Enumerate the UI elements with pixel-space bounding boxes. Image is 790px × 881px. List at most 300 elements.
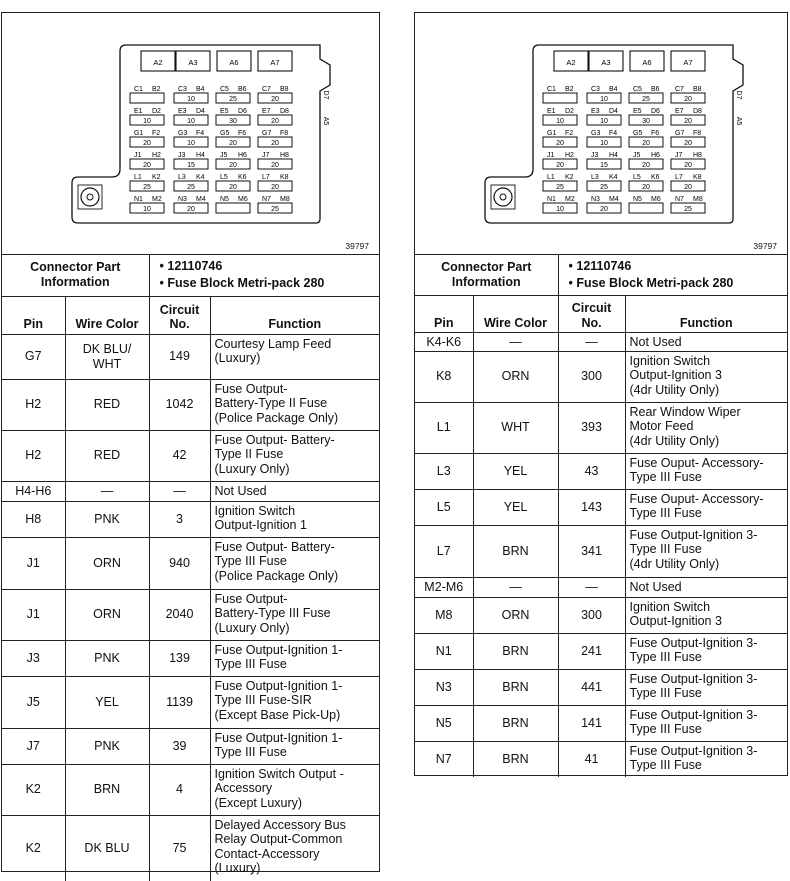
table-row <box>2 334 379 379</box>
fuse-rating: 10 <box>556 118 564 125</box>
fuse-rating: 20 <box>143 140 151 147</box>
pin-cell: J1 <box>2 537 65 589</box>
table-row <box>415 351 787 402</box>
pin-letter: C5 <box>220 86 229 93</box>
pin-letter: B4 <box>196 86 205 93</box>
pin-letter: L7 <box>675 174 683 181</box>
wire-color-cell: PNK <box>65 501 149 537</box>
pin-letter: K2 <box>565 174 574 181</box>
pin-cell: H2 <box>2 430 65 481</box>
relay-label: A3 <box>188 58 198 67</box>
function-cell: Fuse Output- Battery- Type III Fuse (Police Package Only) <box>210 537 379 589</box>
pin-letter: C5 <box>633 86 642 93</box>
pin-letter: M6 <box>238 196 248 203</box>
pin-letter: H6 <box>651 152 660 159</box>
pin-letter: H4 <box>609 152 618 159</box>
pin-letter: L5 <box>220 174 228 181</box>
wire-color-cell: BRN <box>473 705 558 741</box>
fuse-rating: 10 <box>143 118 151 125</box>
table-row <box>2 640 379 676</box>
wire-color-cell: BRN <box>473 633 558 669</box>
pin-letter: N5 <box>220 196 229 203</box>
pin-letter: L7 <box>262 174 270 181</box>
fuse-block-diagram <box>2 13 379 255</box>
circuit-cell: 300 <box>558 351 625 402</box>
fuse-cavity <box>629 203 663 213</box>
pin-letter: K8 <box>693 174 702 181</box>
pin-letter: F4 <box>196 130 205 137</box>
pin-letter: F2 <box>565 130 574 137</box>
wire-color-cell: — <box>473 577 558 597</box>
pin-letter: H2 <box>152 152 161 159</box>
table-row <box>415 453 787 489</box>
pin-letter: C3 <box>591 86 600 93</box>
header-row-right <box>415 296 787 333</box>
fuse-rating: 15 <box>600 162 608 169</box>
fuse-rating: 20 <box>642 140 650 147</box>
table-row <box>2 537 379 589</box>
fuse-rating: 20 <box>684 140 692 147</box>
table-row <box>415 489 787 525</box>
fuse-block-drawing-right <box>415 13 787 253</box>
circuit-cell: 441 <box>558 669 625 705</box>
relay-label: A3 <box>601 58 611 67</box>
fuse-rating: 25 <box>271 206 279 213</box>
pin-letter: N1 <box>134 196 143 203</box>
pin-letter: N7 <box>262 196 271 203</box>
pin-letter: L3 <box>591 174 599 181</box>
pin-cell: L1 <box>415 402 473 453</box>
relay-label: A7 <box>683 58 693 67</box>
circuit-cell: 39 <box>149 728 210 764</box>
fuse-rating: 20 <box>271 118 279 125</box>
pin-letter: H8 <box>280 152 289 159</box>
part-name-right: Fuse Block Metri-pack 280 <box>576 276 734 290</box>
fuse-rating: 20 <box>229 162 237 169</box>
pin-letter: G7 <box>675 130 685 137</box>
circuit-cell: 149 <box>149 334 210 379</box>
pin-letter: M4 <box>196 196 206 203</box>
pin-letter: J5 <box>633 152 641 159</box>
fuse-cavity <box>543 93 577 103</box>
mount-screw-icon <box>81 188 99 206</box>
wire-color-cell: DK BLU <box>65 815 149 881</box>
wire-color-cell: YEL <box>473 453 558 489</box>
screw-boss <box>491 185 515 209</box>
pin-letter: B6 <box>238 86 247 93</box>
header-pin-right: Pin <box>415 296 473 333</box>
header-wire-color: Wire Color <box>65 296 149 334</box>
wire-color-cell: YEL <box>473 489 558 525</box>
figure-number: 39797 <box>345 241 369 251</box>
side-label: D7 <box>322 90 329 100</box>
pin-letter: D2 <box>152 108 161 115</box>
circuit-cell: 3 <box>149 501 210 537</box>
fuse-rating: 20 <box>271 162 279 169</box>
function-cell: Fuse Output- Battery-Type III Fuse (Luxury Only) <box>210 589 379 640</box>
table-row <box>2 764 379 815</box>
pinout-table-left <box>2 255 379 881</box>
pin-letter: F6 <box>651 130 660 137</box>
function-cell: Fuse Output-Ignition 3- Type III Fuse (4dr Utility Only) <box>625 525 787 577</box>
fuse-block-drawing <box>2 13 378 253</box>
pin-letter: J7 <box>262 152 270 159</box>
pin-letter: N1 <box>547 196 556 203</box>
pin-letter: N3 <box>178 196 187 203</box>
mount-screw-icon <box>494 188 512 206</box>
pin-letter: K4 <box>196 174 205 181</box>
table-row <box>415 402 787 453</box>
circuit-cell: 143 <box>558 489 625 525</box>
function-cell: Fuse Ouput- Accessory- Type III Fuse <box>625 453 787 489</box>
wire-color-cell: — <box>473 333 558 352</box>
header-function: Function <box>210 296 379 334</box>
fuse-rating: 25 <box>143 184 151 191</box>
function-cell: Not Used <box>625 577 787 597</box>
pin-letter: F6 <box>238 130 247 137</box>
table-row <box>2 379 379 430</box>
fuse-rating: 20 <box>143 162 151 169</box>
wire-color-cell: BRN <box>473 525 558 577</box>
pin-letter: G5 <box>220 130 230 137</box>
wire-color-cell: ORN <box>65 589 149 640</box>
pin-cell: L5 <box>415 489 473 525</box>
pin-letter: B6 <box>651 86 660 93</box>
pin-cell: J5 <box>2 676 65 728</box>
pin-letter: B2 <box>565 86 574 93</box>
circuit-cell: 4 <box>149 764 210 815</box>
pin-cell: K2 <box>2 764 65 815</box>
pin-cell: N3 <box>415 669 473 705</box>
wire-color-cell: PNK <box>65 728 149 764</box>
pin-letter: J1 <box>547 152 555 159</box>
function-cell: Fuse Output-Ignition 1- Type III Fuse <box>210 640 379 676</box>
pin-letter: B8 <box>280 86 289 93</box>
table-row <box>415 705 787 741</box>
pin-letter: D4 <box>609 108 618 115</box>
pin-cell: K4-K6 <box>415 333 473 352</box>
pin-cell: N1 <box>415 633 473 669</box>
circuit-cell: 1042 <box>149 379 210 430</box>
pin-letter: H8 <box>693 152 702 159</box>
function-cell: Fuse Output-Ignition 3- Type III Fuse <box>625 741 787 777</box>
fuse-rating: 20 <box>684 162 692 169</box>
side-label: D7 <box>735 90 742 100</box>
circuit-cell: — <box>558 333 625 352</box>
circuit-cell: 41 <box>558 741 625 777</box>
fuse-rating: 10 <box>187 118 195 125</box>
table-row <box>2 589 379 640</box>
pin-letter: K4 <box>609 174 618 181</box>
fuse-rating: 20 <box>684 118 692 125</box>
fuse-rating: 20 <box>642 184 650 191</box>
circuit-cell: — <box>558 577 625 597</box>
fuse-rating: 10 <box>556 206 564 213</box>
pinout-table-right <box>415 255 787 777</box>
pin-letter: K2 <box>152 174 161 181</box>
fuse-rating: 20 <box>187 206 195 213</box>
pin-letter: G1 <box>134 130 144 137</box>
pin-cell: K2 <box>2 815 65 881</box>
connector-info-label-right: Connector Part Information <box>415 255 558 296</box>
pin-cell: N7 <box>415 741 473 777</box>
table-row <box>415 741 787 777</box>
function-cell: Fuse Output-Ignition 3- Type III Fuse <box>625 705 787 741</box>
function-cell: Ignition Switch Output-Ignition 3 (4dr Utility Only) <box>625 351 787 402</box>
wire-color-cell: RED <box>65 379 149 430</box>
relay-label: A6 <box>229 58 239 67</box>
pin-letter: M8 <box>280 196 290 203</box>
function-cell: Fuse Output- Battery- Type II Fuse (Luxury Only) <box>210 430 379 481</box>
table-row <box>2 676 379 728</box>
function-cell: Rear Window Wiper Motor Feed (4dr Utility Only) <box>625 402 787 453</box>
connector-info-label: Connector Part Information <box>2 255 149 296</box>
fuse-rating: 10 <box>187 96 195 103</box>
table-row <box>2 481 379 501</box>
pin-letter: J3 <box>591 152 599 159</box>
circuit-cell: 42 <box>149 430 210 481</box>
circuit-cell: 300 <box>558 597 625 633</box>
pin-letter: G1 <box>547 130 557 137</box>
pin-letter: D6 <box>238 108 247 115</box>
part-name: Fuse Block Metri-pack 280 <box>167 276 325 291</box>
side-label: A5 <box>735 116 742 126</box>
pin-letter: M2 <box>565 196 575 203</box>
pin-letter: F8 <box>693 130 702 137</box>
fuse-rating: 10 <box>600 96 608 103</box>
pin-letter: B4 <box>609 86 618 93</box>
fuse-cavity <box>216 203 250 213</box>
connector-info-parts: • 12110746 • Fuse Block Metri-pack 280 <box>149 255 379 296</box>
table-row <box>415 525 787 577</box>
fuse-rating: 25 <box>600 184 608 191</box>
function-cell: Fuse Output-Ignition 1- Type III Fuse-SIR (Except Base Pick-Up) <box>210 676 379 728</box>
circuit-cell: 1139 <box>149 676 210 728</box>
pin-letter: E1 <box>134 108 143 115</box>
fuse-rating: 10 <box>600 140 608 147</box>
fuse-rating: 20 <box>642 162 650 169</box>
pin-letter: N5 <box>633 196 642 203</box>
circuit-cell: 393 <box>558 402 625 453</box>
pin-cell: L7 <box>415 525 473 577</box>
wire-color-cell: DK BLU/ WHT <box>65 334 149 379</box>
relay-label: A2 <box>153 58 163 67</box>
fuse-rating: 20 <box>556 162 564 169</box>
pin-letter: G3 <box>178 130 188 137</box>
header-pin: Pin <box>2 296 65 334</box>
relay-label: A2 <box>566 58 576 67</box>
pin-letter: C7 <box>262 86 271 93</box>
table-row <box>415 577 787 597</box>
pin-letter: D2 <box>565 108 574 115</box>
circuit-cell: 141 <box>558 705 625 741</box>
fuse-rating: 20 <box>556 140 564 147</box>
pin-letter: C7 <box>675 86 684 93</box>
fuse-rating: 20 <box>271 96 279 103</box>
pin-letter: J7 <box>675 152 683 159</box>
wire-color-cell: WHT <box>473 402 558 453</box>
fuse-block-diagram-right <box>415 13 787 255</box>
table-row <box>2 430 379 481</box>
function-cell: Ignition Switch Output - Accessory (Except Luxury) <box>210 764 379 815</box>
wire-color-cell: BRN <box>473 669 558 705</box>
pin-letter: B2 <box>152 86 161 93</box>
pin-cell: H8 <box>2 501 65 537</box>
pin-letter: K6 <box>651 174 660 181</box>
circuit-cell: 43 <box>558 453 625 489</box>
wire-color-cell: ORN <box>473 351 558 402</box>
figure-number-right: 39797 <box>753 241 777 251</box>
circuit-cell: 2040 <box>149 589 210 640</box>
circuit-cell: — <box>149 481 210 501</box>
pin-letter: E5 <box>633 108 642 115</box>
pin-letter: C1 <box>134 86 143 93</box>
pin-letter: M8 <box>693 196 703 203</box>
pin-letter: E7 <box>675 108 684 115</box>
connector-info-row <box>2 255 379 296</box>
fuse-rating: 30 <box>229 118 237 125</box>
fuse-rating: 20 <box>684 96 692 103</box>
relay-label: A6 <box>642 58 652 67</box>
pin-letter: H2 <box>565 152 574 159</box>
fuse-rating: 10 <box>187 140 195 147</box>
fuse-rating: 25 <box>229 96 237 103</box>
function-cell: Not Used <box>625 333 787 352</box>
header-function-right: Function <box>625 296 787 333</box>
pin-letter: F4 <box>609 130 618 137</box>
pin-letter: K6 <box>238 174 247 181</box>
wire-color-cell: RED <box>65 430 149 481</box>
pin-letter: F2 <box>152 130 161 137</box>
connector-info-row-right <box>415 255 787 296</box>
header-circuit: Circuit No. <box>149 296 210 334</box>
pin-letter: E5 <box>220 108 229 115</box>
fuse-rating: 10 <box>600 118 608 125</box>
pin-cell: H4-H6 <box>2 481 65 501</box>
pin-letter: J1 <box>134 152 142 159</box>
pin-letter: E1 <box>547 108 556 115</box>
fuse-cavity <box>130 93 164 103</box>
pin-cell: J1 <box>2 589 65 640</box>
pin-cell: M2-M6 <box>415 577 473 597</box>
table-row <box>2 728 379 764</box>
table-row <box>2 815 379 881</box>
pin-letter: M4 <box>609 196 619 203</box>
pin-cell: K8 <box>415 351 473 402</box>
pin-letter: J3 <box>178 152 186 159</box>
part-number: 12110746 <box>167 259 223 274</box>
wire-color-cell: BRN <box>473 741 558 777</box>
pin-letter: N3 <box>591 196 600 203</box>
pin-letter: K8 <box>280 174 289 181</box>
wire-color-cell: ORN <box>65 537 149 589</box>
pin-letter: H6 <box>238 152 247 159</box>
fuse-rating: 25 <box>642 96 650 103</box>
wire-color-cell: BRN <box>65 764 149 815</box>
part-number-right: 12110746 <box>576 259 632 273</box>
pin-letter: D6 <box>651 108 660 115</box>
fuse-rating: 20 <box>271 140 279 147</box>
function-cell: Fuse Output-Ignition 3- Type III Fuse <box>625 633 787 669</box>
pin-letter: G3 <box>591 130 601 137</box>
pin-letter: G7 <box>262 130 272 137</box>
fuse-rating: 20 <box>684 184 692 191</box>
function-cell: Courtesy Lamp Feed (Luxury) <box>210 334 379 379</box>
pin-cell: G7 <box>2 334 65 379</box>
circuit-cell: 139 <box>149 640 210 676</box>
fuse-rating: 25 <box>556 184 564 191</box>
fuse-rating: 15 <box>187 162 195 169</box>
function-cell: Ignition Switch Output-Ignition 3 <box>625 597 787 633</box>
table-row <box>415 669 787 705</box>
pin-letter: C1 <box>547 86 556 93</box>
function-cell: Ignition Switch Output-Ignition 1 <box>210 501 379 537</box>
pin-letter: M2 <box>152 196 162 203</box>
circuit-cell: 341 <box>558 525 625 577</box>
table-row <box>2 501 379 537</box>
pin-cell: L3 <box>415 453 473 489</box>
header-wire-color-right: Wire Color <box>473 296 558 333</box>
pin-letter: L1 <box>134 174 142 181</box>
header-row <box>2 296 379 334</box>
right-panel <box>414 12 788 776</box>
pin-letter: F8 <box>280 130 289 137</box>
function-cell: Delayed Accessory Bus Relay Output-Common Contact-Accessory (Luxury) <box>210 815 379 881</box>
pin-letter: L1 <box>547 174 555 181</box>
function-cell: Fuse Output-Ignition 1- Type III Fuse <box>210 728 379 764</box>
pin-letter: M6 <box>651 196 661 203</box>
function-cell: Fuse Output-Ignition 3- Type III Fuse <box>625 669 787 705</box>
relay-label: A7 <box>270 58 280 67</box>
table-row <box>415 597 787 633</box>
circuit-cell: 241 <box>558 633 625 669</box>
pin-cell: J3 <box>2 640 65 676</box>
left-panel <box>1 12 380 875</box>
pin-letter: H4 <box>196 152 205 159</box>
fuse-rating: 20 <box>271 184 279 191</box>
pin-letter: C3 <box>178 86 187 93</box>
side-label: A5 <box>322 116 329 126</box>
pin-letter: E3 <box>591 108 600 115</box>
circuit-cell: 75 <box>149 815 210 881</box>
pin-letter: B8 <box>693 86 702 93</box>
table-row <box>415 633 787 669</box>
fuse-rating: 30 <box>642 118 650 125</box>
fuse-rating: 10 <box>143 206 151 213</box>
pin-cell: H2 <box>2 379 65 430</box>
pin-letter: D8 <box>280 108 289 115</box>
circuit-cell: 940 <box>149 537 210 589</box>
pin-cell: M8 <box>415 597 473 633</box>
pin-letter: G5 <box>633 130 643 137</box>
fuse-rating: 20 <box>600 206 608 213</box>
wire-color-cell: PNK <box>65 640 149 676</box>
wire-color-cell: ORN <box>473 597 558 633</box>
pin-letter: J5 <box>220 152 228 159</box>
fuse-rating: 20 <box>229 140 237 147</box>
pin-cell: J7 <box>2 728 65 764</box>
function-cell: Fuse Ouput- Accessory- Type III Fuse <box>625 489 787 525</box>
pin-letter: E7 <box>262 108 271 115</box>
pin-letter: L3 <box>178 174 186 181</box>
pin-cell: N5 <box>415 705 473 741</box>
function-cell: Fuse Output- Battery-Type II Fuse (Police Package Only) <box>210 379 379 430</box>
header-circuit-right: Circuit No. <box>558 296 625 333</box>
pin-letter: E3 <box>178 108 187 115</box>
connector-info-parts-right: • 12110746 • Fuse Block Metri-pack 280 <box>558 255 787 296</box>
fuse-rating: 20 <box>229 184 237 191</box>
screw-center-icon <box>500 194 506 200</box>
